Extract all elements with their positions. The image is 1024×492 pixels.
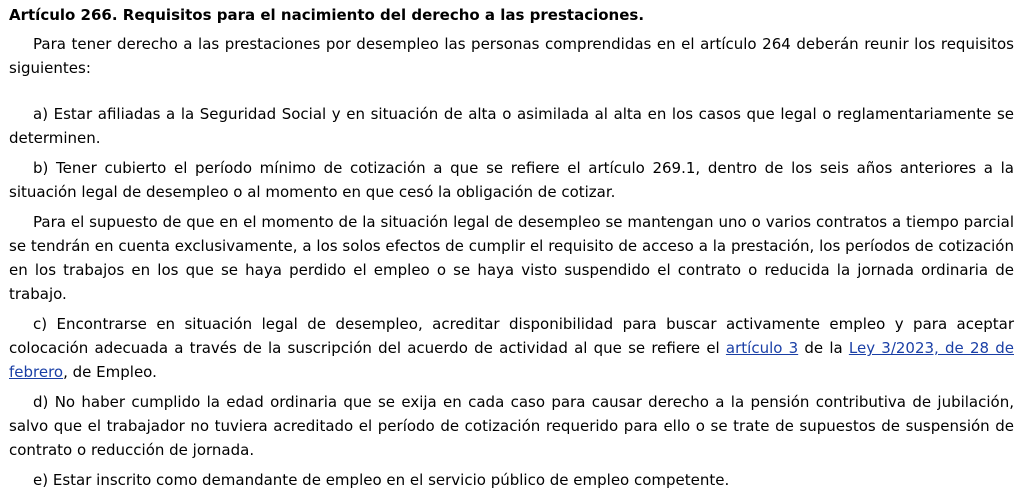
requirement-b-note: Para el supuesto de que en el momento de la situación legal de desempleo se mantengan uno o varios contratos a tiempo parcial se tendrán en cuenta exclusivamente, a los solos efectos de cumplir el requisito de acceso a la prestación, los períodos de cotización en los trabajos en los que se haya perdido el empleo o se haya visto suspendido el contrato o reducida la jornada ordinaria de trabajo. [9, 213, 1014, 303]
requirement-a: a) Estar afiliadas a la Seguridad Social y en situación de alta o asimilada al alta en los casos que legal o reglamentariamente se determinen. [9, 105, 1014, 147]
requirement-c [9, 312, 1014, 384]
requirement-b: b) Tener cubierto el período mínimo de cotización a que se refiere el artículo 269.1, dentro de los seis años anteriores a la situación legal de desempleo o al momento en que cesó la obligación de cotizar. [9, 159, 1014, 201]
requirement-c-text-middle: de la [798, 339, 849, 357]
requirement-d: d) No haber cumplido la edad ordinaria que se exija en cada caso para causar derecho a la pensión contributiva de jubilación, salvo que el trabajador no tuviera acreditado el período de cotización requerido para ello o se trate de supuestos de suspensión de contrato o reducción de jornada. [9, 393, 1014, 459]
requirement-c-text-after: , de Empleo. [63, 363, 157, 381]
article-3-link[interactable]: artículo 3 [725, 339, 799, 357]
requirement-c-text-before: c) Encontrarse en situación legal de desempleo, acreditar disponibilidad para buscar activamente empleo y para aceptar colocación adecuada a través de la suscripción del acuerdo de actividad al que se refiere el [9, 315, 1014, 357]
article-intro: Para tener derecho a las prestaciones por desempleo las personas comprendidas en el artículo 264 deberán reunir los requisitos siguientes: [9, 35, 1014, 77]
requirement-e: e) Estar inscrito como demandante de empleo en el servicio público de empleo competente. [33, 471, 730, 489]
ley-3-2023-link[interactable]: Ley 3/2023, de 28 de febrero [9, 339, 1014, 381]
article-title: Artículo 266. Requisitos para el nacimiento del derecho a las prestaciones. [9, 6, 645, 24]
